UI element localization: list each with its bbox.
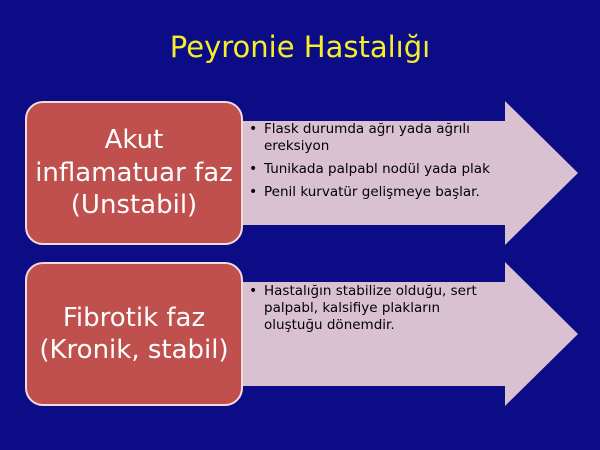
phase-2-box	[25, 262, 243, 406]
phase-1-label: Akut inflamatuar faz (Unstabil)	[35, 125, 233, 221]
bullet-item: • Penil kurvatür gelişmeye başlar.	[246, 184, 536, 201]
phase-2-bullets	[246, 283, 496, 340]
bullet-item: • Tunikada palpabl nodül yada plak	[246, 161, 536, 178]
bullet-item: • Hastalığın stabilize olduğu, sert palpabl, kalsifiye plakların oluştuğu dönemdir.	[246, 283, 496, 334]
phase-1-bullets	[246, 121, 536, 207]
slide-title: Peyronie Hastalığı	[169, 30, 431, 64]
phase-2-label: Fibrotik faz (Kronik, stabil)	[39, 302, 229, 365]
phase-1-box	[25, 101, 243, 245]
bullet-item: • Flask durumda ağrı yada ağrılı ereksiyon	[246, 121, 536, 155]
